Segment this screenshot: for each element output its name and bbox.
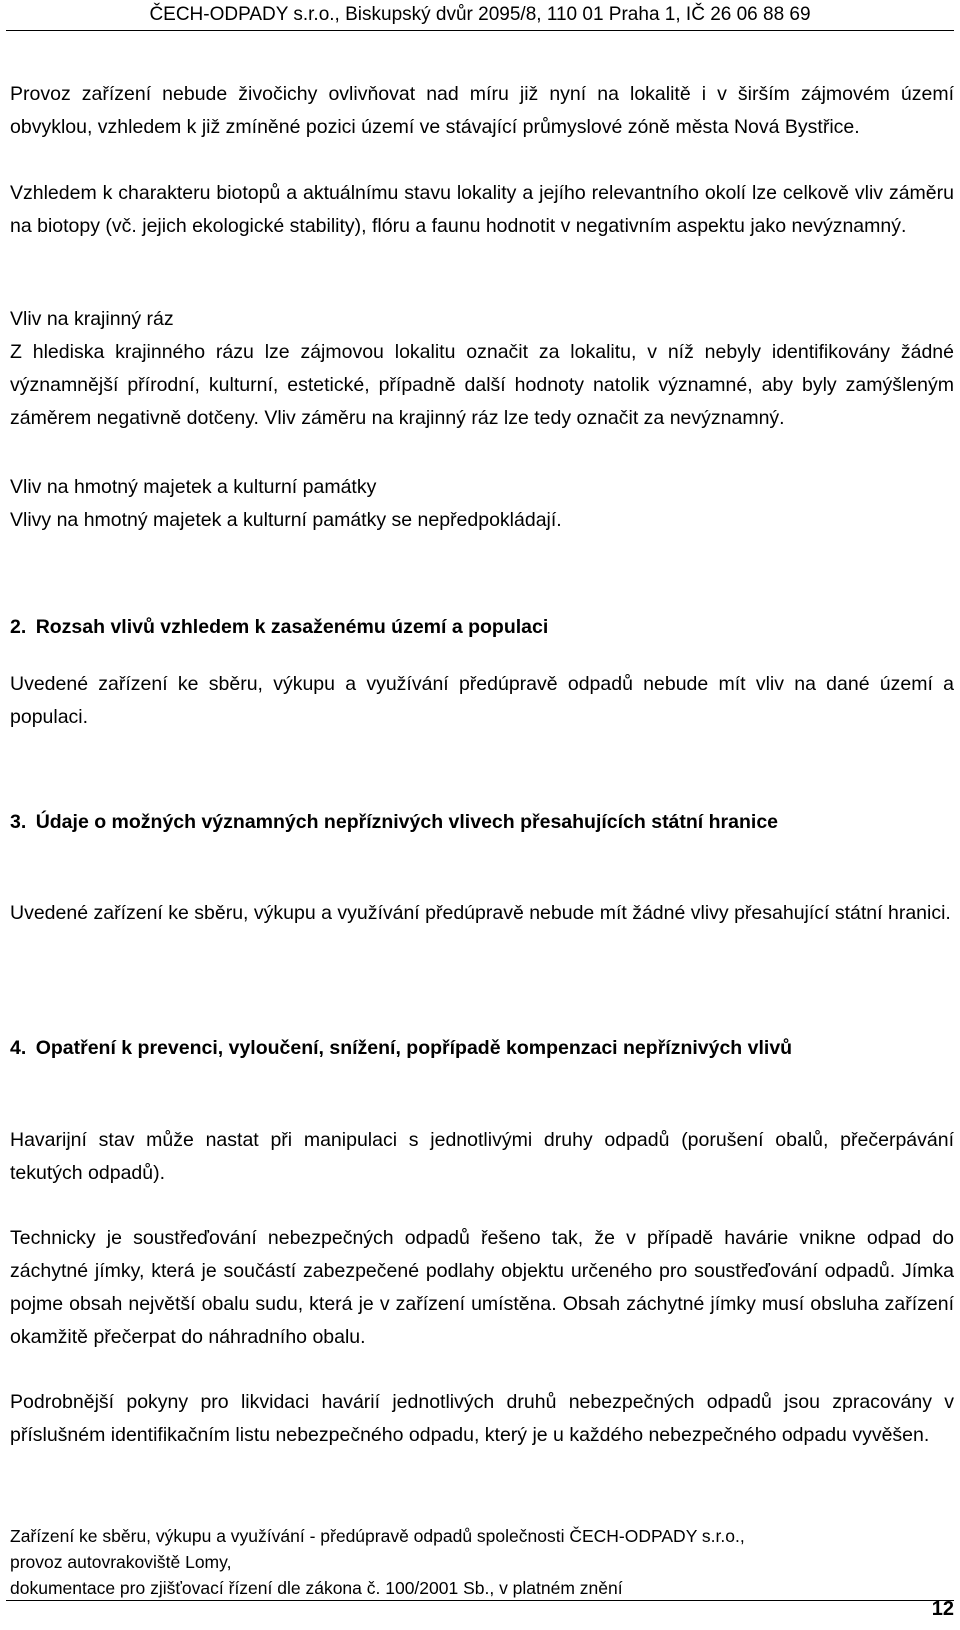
page-number: 12 <box>931 1598 954 1620</box>
section-4-paragraph-2: Technicky je soustřeďování nebezpečných odpadů řešeno tak, že v případě havárie vnikne odpad do záchytné jímky, která je součástí zabezpečené podlahy objektu určeného pro soustřeďování odpadů. Jímka pojme obsah největší obalu sudu, která je v zařízení umístěna. Obsah záchytné jímky musí obsluha zařízení okamžitě přečerpat do náhradního obalu. <box>10 1227 954 1348</box>
section-4-paragraph-1: Havarijní stav může nastat při manipulaci s jednotlivými druhy odpadů (porušení obalů, přečerpávání tekutých odpadů). <box>10 1129 954 1184</box>
section-2-text: Uvedené zařízení ke sběru, výkupu a využívání předúpravě odpadů nebude mít vliv na dané území a populaci. <box>10 673 954 728</box>
section-4-paragraph-3: Podrobnější pokyny pro likvidaci havárií jednotlivých druhů nebezpečných odpadů jsou zpracovány v příslušném identifikačním listu nebezpečného odpadu, který je u každého nebezpečného odpadu vyvěšen. <box>10 1391 954 1446</box>
section-4-number: 4. <box>10 1037 27 1059</box>
paragraph-landscape <box>10 303 954 435</box>
paragraph-biotopes: Vzhledem k charakteru biotopů a aktuálnímu stavu lokality a jejího relevantního okolí lze celkově vliv záměru na biotopy (vč. jejich ekologické stability), flóru a faunu hodnotit v negativním aspektu jako nevýznamný. <box>10 182 954 237</box>
section-3-title: Údaje o možných významných nepříznivých vlivech přesahujících státní hranice <box>35 811 779 833</box>
header-divider <box>6 30 954 31</box>
footer-divider <box>6 1600 954 1601</box>
footer-line-1: Zařízení ke sběru, výkupu a využívání - předúpravě odpadů společnosti ČECH-ODPADY s.r.o., <box>10 1526 745 1546</box>
property-subtitle: Vliv na hmotný majetek a kulturní památky <box>10 476 377 498</box>
section-4-heading <box>10 1032 954 1065</box>
paragraph-property <box>10 471 954 537</box>
property-text: Vlivy na hmotný majetek a kulturní památky se nepředpokládají. <box>10 509 562 531</box>
paragraph-fauna: Provoz zařízení nebude živočichy ovlivňovat nad míru již nyní na lokalitě i v širším zájmovém území obvyklou, vzhledem k již zmíněné pozici území ve stávající průmyslové zóně města Nová Bystřice. <box>10 83 954 138</box>
landscape-text: Z hlediska krajinného rázu lze zájmovou lokalitu označit za lokalitu, v níž nebyly identifikovány žádné významnější přírodní, kulturní, estetické, případně další hodnoty natolik významné, aby byly zamýšleným záměrem negativně dotčeny. Vliv záměru na krajinný ráz lze tedy označit za nevýznamný. <box>10 341 954 429</box>
section-4-title: Opatření k prevenci, vyloučení, snížení, popřípadě kompenzaci nepříznivých vlivů <box>35 1037 793 1059</box>
section-2-heading <box>10 611 954 644</box>
section-3-text: Uvedené zařízení ke sběru, výkupu a využívání předúpravě nebude mít žádné vlivy přesahující státní hranici. <box>10 902 951 924</box>
footer-line-3: dokumentace pro zjišťovací řízení dle zákona č. 100/2001 Sb., v platném znění <box>10 1578 623 1598</box>
section-3-heading <box>10 806 954 839</box>
landscape-subtitle: Vliv na krajinný ráz <box>10 308 174 330</box>
section-2-number: 2. <box>10 616 27 638</box>
footer-line-2: provoz autovrakoviště Lomy, <box>10 1552 232 1572</box>
section-3-number: 3. <box>10 811 27 833</box>
section-2-title: Rozsah vlivů vzhledem k zasaženému území a populaci <box>35 616 549 638</box>
page-header: ČECH-ODPADY s.r.o., Biskupský dvůr 2095/8, 110 01 Praha 1, IČ 26 06 88 69 <box>149 4 811 25</box>
